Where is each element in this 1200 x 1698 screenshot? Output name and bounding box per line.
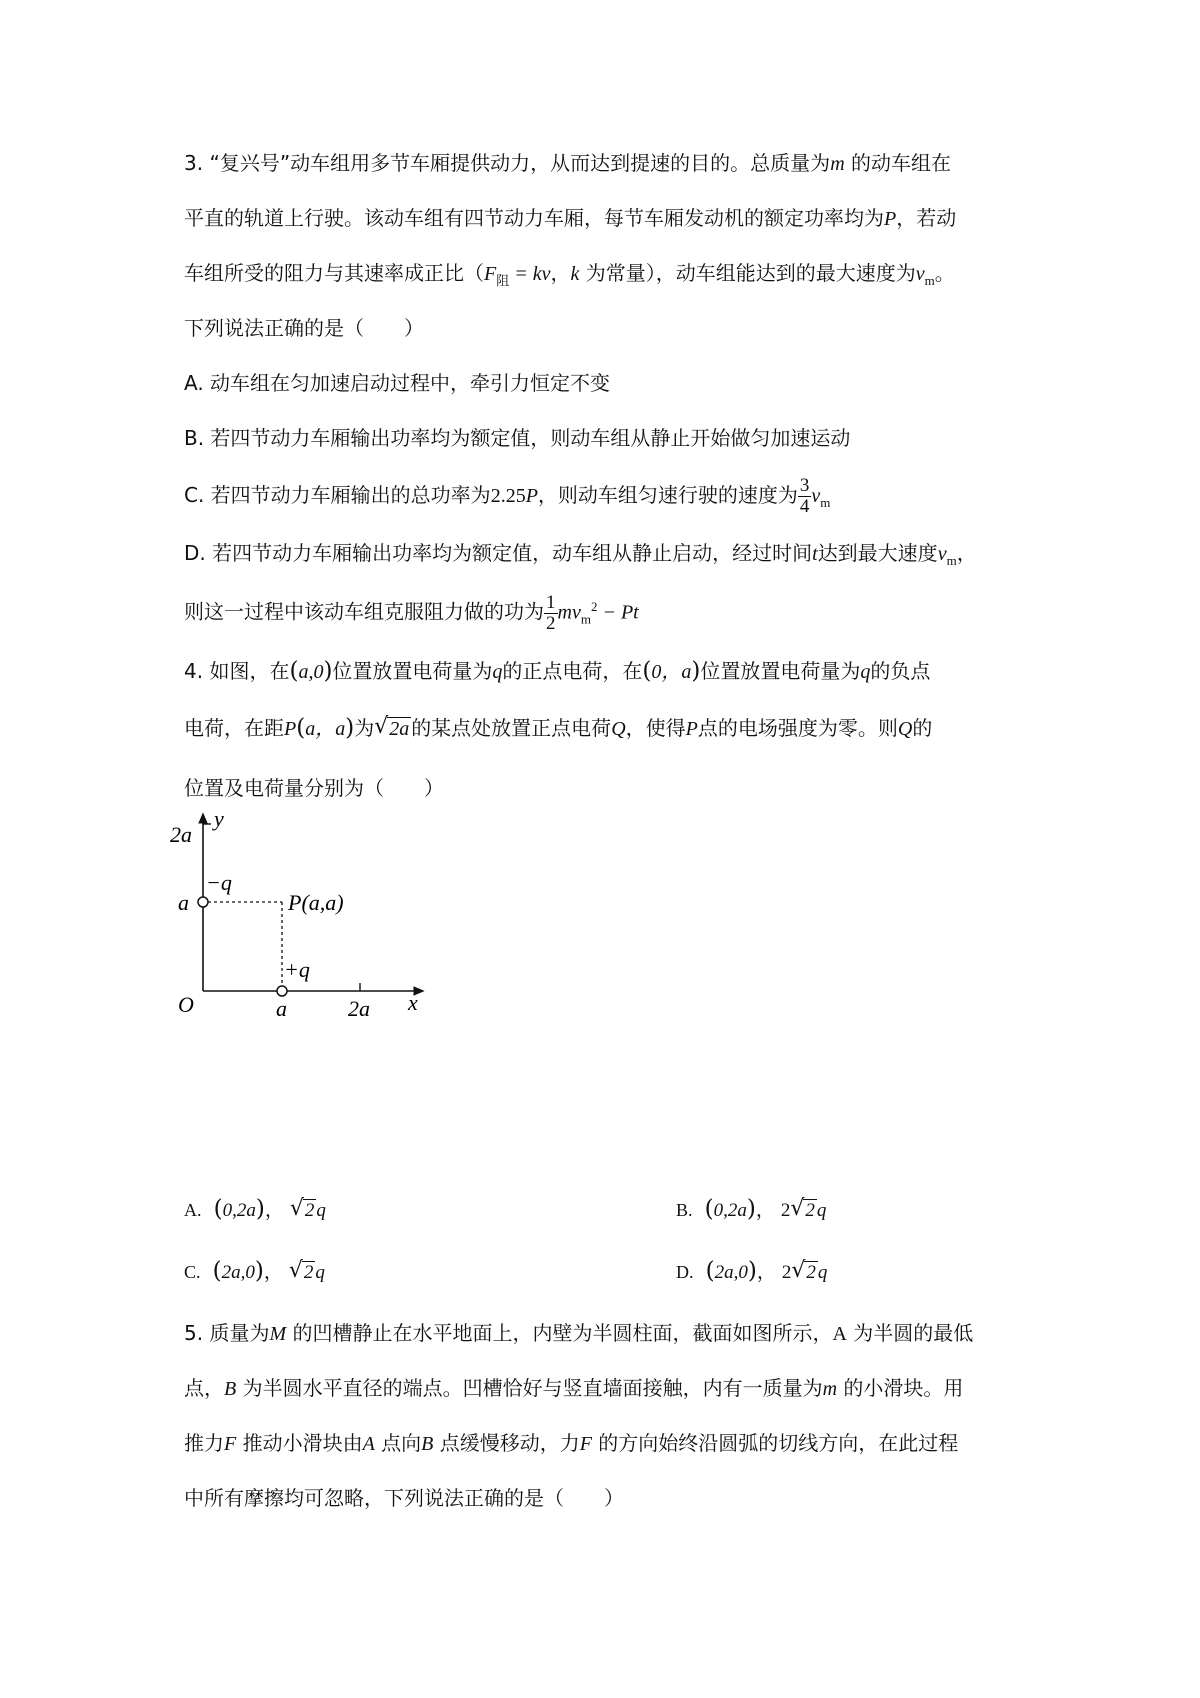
x-axis-label: x <box>408 990 418 1015</box>
q3-option-d-line-2: 则这一过程中该动车组克服阻力做的功为 $\frac{1}{2}$ $mv_m^2 - Pt$ <box>184 591 639 634</box>
q3-option-c: C. 若四节动力车厢输出的总功率为2.25P，则动车组匀速行驶的速度为 $\frac{3}{4}$ $v_m$ <box>184 475 831 517</box>
x-tick-label-2a: 2a <box>348 996 370 1021</box>
q5-line-2: 点，B 为半圆水平直径的端点。凹槽恰好与竖直墙面接触，内有一质量为m 的小滑块。用 <box>184 1376 964 1400</box>
q4-option-a: A. (0,2a)， √ 2 q <box>184 1194 326 1226</box>
negative-charge-label: −q <box>206 870 232 895</box>
y-tick-label-a: a <box>178 890 189 915</box>
sqrt-expression: √ 2a <box>374 714 411 744</box>
q4-line-2: 电荷，在距P(a，a)为√ 2a 的某点处放置正点电荷Q，使得P点的电场强度为零。则Q的 <box>184 713 932 744</box>
q5-line-4: 中所有摩擦均可忽略，下列说法正确的是（ ） <box>184 1486 624 1510</box>
q4-option-b: B. (0,2a)， 2√ 2 q <box>676 1194 826 1226</box>
charge-diagram <box>170 810 470 1050</box>
point-p-label: P(a,a) <box>288 890 344 915</box>
q5-number: 5. <box>184 1321 204 1345</box>
x-tick-label-a: a <box>276 996 287 1021</box>
fraction-three-quarters: $\frac{3}{4}$ <box>799 475 810 517</box>
q4-number: 4. <box>184 659 204 683</box>
q3-option-a: A. 动车组在匀加速启动过程中，牵引力恒定不变 <box>184 371 611 395</box>
q5-line-3: 推力F 推动小滑块由A 点向B 点缓慢移动，力F 的方向始终沿圆弧的切线方向，在此过程 <box>184 1431 959 1455</box>
fraction-one-half: $\frac{1}{2}$ <box>546 591 556 634</box>
q3-option-d-line-1: D. 若四节动力车厢输出功率均为额定值，动车组从静止启动，经过时间t达到最大速度$v_m$， <box>184 541 977 568</box>
q4-option-d: D. (2a,0)， 2√ 2 q <box>676 1256 827 1288</box>
q3-number: 3. <box>184 151 204 175</box>
q4-line-3: 位置及电荷量分别为（ ） <box>184 776 444 800</box>
negative-charge-marker <box>198 897 208 907</box>
origin-label: O <box>178 992 194 1017</box>
q3-line-1: 3. “复兴号”动车组用多节车厢提供动力，从而达到提速的目的。总质量为m 的动车组在 <box>184 151 951 175</box>
q4-line-1: 4. 如图，在(a,0)位置放置电荷量为q的正点电荷，在(0，a)位置放置电荷量为q的负点 <box>184 658 931 684</box>
y-tick-label-2a: 2a <box>170 822 192 847</box>
positive-charge-label: +q <box>284 957 310 982</box>
q3-line-2: 平直的轨道上行驶。该动车组有四节动力车厢，每节车厢发动机的额定功率均为P，若动 <box>184 206 957 230</box>
q5-line-1: 5. 质量为M 的凹槽静止在水平地面上，内壁为半圆柱面，截面如图所示，A 为半圆的最低 <box>184 1321 974 1345</box>
positive-charge-marker <box>277 986 287 996</box>
y-axis-label: y <box>214 810 224 831</box>
q3-line-3: 车组所受的阻力与其速率成正比（$F_阻$ = kv，k 为常量），动车组能达到的最大速度为$v_m$。 <box>184 261 955 289</box>
q4-option-c: C. (2a,0)， √ 2 q <box>184 1256 325 1288</box>
q3-option-b: B. 若四节动力车厢输出功率均为额定值，则动车组从静止开始做匀加速运动 <box>184 426 851 450</box>
q3-line-4: 下列说法正确的是（ ） <box>184 316 424 340</box>
